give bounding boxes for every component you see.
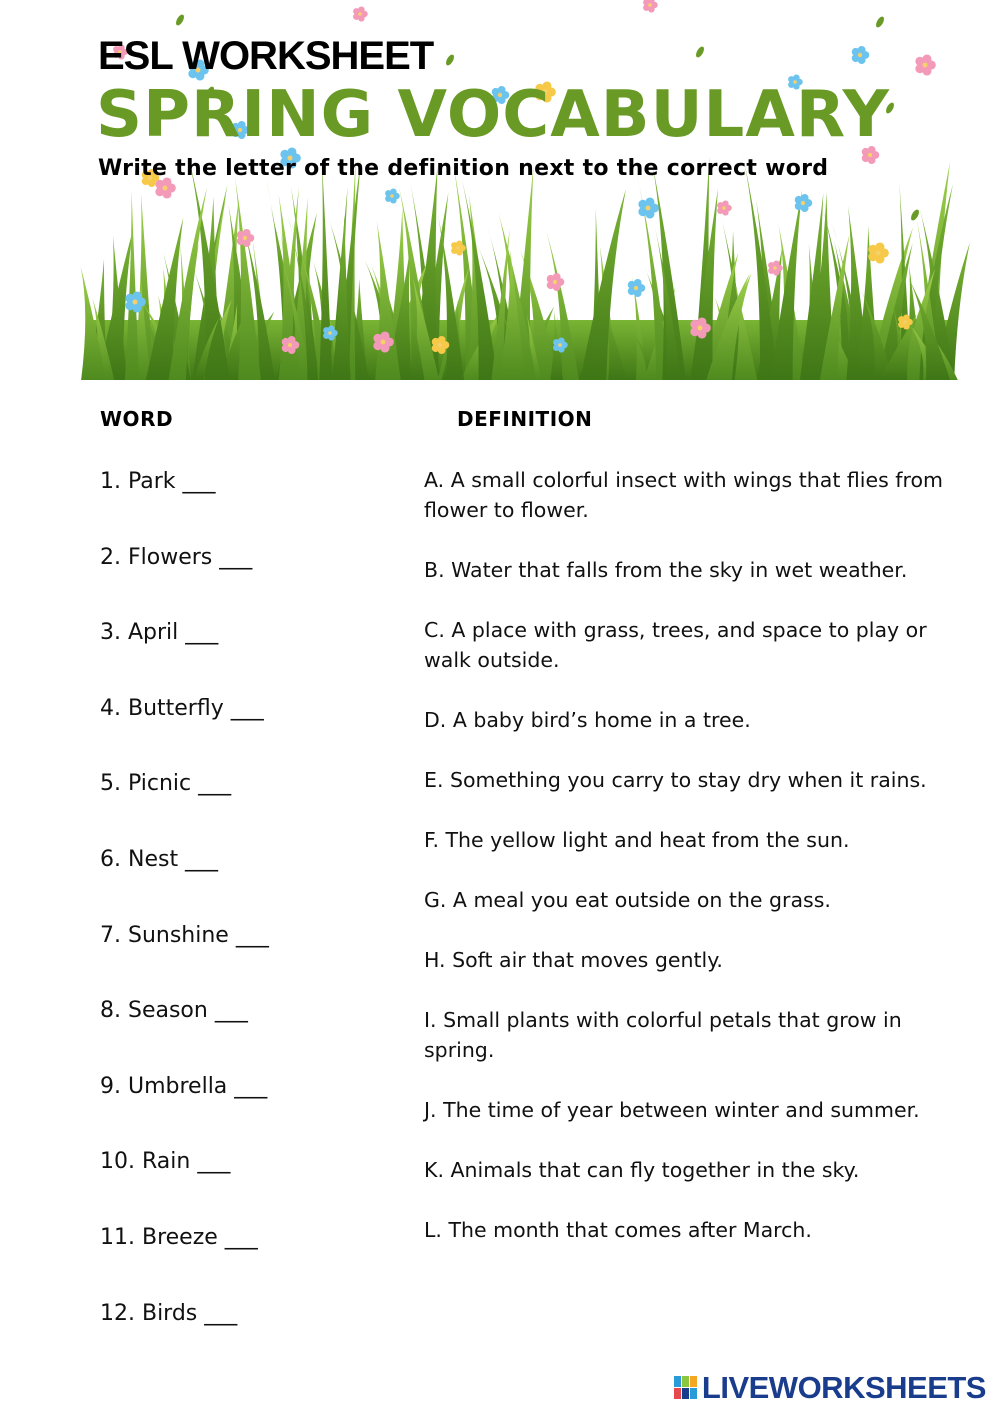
leaf-icon [909, 208, 920, 221]
page-title: SPRING VOCABULARY [96, 78, 890, 152]
word-item[interactable]: 10. Rain ___ [100, 1149, 231, 1175]
liveworksheets-logo[interactable] [674, 1370, 986, 1406]
definition-list [424, 465, 954, 1275]
definition-item: B. Water that falls from the sky in wet weather. [424, 558, 908, 582]
grass-blade [125, 190, 139, 380]
definition-item: H. Soft air that moves gently. [424, 948, 723, 972]
definition-item: E. Something you carry to stay dry when it rains. [424, 768, 927, 792]
definition-item: D. A baby bird’s home in a tree. [424, 708, 751, 732]
leaf-icon [694, 45, 705, 58]
leaf-icon [444, 53, 455, 66]
flower-icon [237, 229, 255, 247]
flower-icon [547, 273, 565, 291]
flower-icon [868, 242, 888, 263]
word-item[interactable]: 6. Nest ___ [100, 846, 219, 872]
word-item[interactable]: 3. April ___ [100, 620, 219, 646]
leaf-icon [874, 15, 885, 28]
definition-item: F. The yellow light and heat from the sun. [424, 828, 850, 852]
definition-item: I. Small plants with colorful petals that grow in spring. [424, 1008, 902, 1062]
flower-icon [795, 194, 813, 212]
leaf-icon [174, 13, 185, 26]
flower-icon [852, 46, 870, 64]
logo-mark-icon [674, 1376, 698, 1400]
word-item[interactable]: 1. Park ___ [100, 469, 216, 494]
definition-item: C. A place with grass, trees, and space to play or walk outside. [424, 618, 927, 672]
flower-icon [353, 6, 368, 21]
word-item[interactable]: 7. Sunshine ___ [100, 922, 269, 948]
definition-item: L. The month that comes after March. [424, 1218, 812, 1242]
definition-item: J. The time of year between winter and summer. [424, 1098, 920, 1122]
flower-icon [915, 54, 935, 75]
flower-icon [628, 279, 646, 297]
header-illustration [0, 0, 1000, 385]
word-item[interactable]: 5. Picnic ___ [100, 771, 232, 797]
flower-icon [717, 200, 732, 215]
definition-item: G. A meal you eat outside on the grass. [424, 888, 831, 912]
word-item[interactable]: 9. Umbrella ___ [100, 1073, 268, 1099]
logo-text: LIVEWORKSHEETS [701, 1370, 986, 1405]
flower-icon [643, 0, 658, 13]
word-item[interactable]: 8. Season ___ [100, 998, 248, 1024]
definition-item: A. A small colorful insect with wings that flies from flower to flower. [424, 468, 944, 522]
flower-icon [385, 188, 400, 203]
instructions: Write the letter of the definition next to the correct word [98, 156, 829, 181]
flower-icon [638, 197, 658, 218]
word-list [100, 465, 400, 1372]
word-item[interactable]: 4. Butterfly ___ [100, 695, 264, 721]
word-item[interactable]: 12. Birds ___ [100, 1300, 238, 1326]
grass-blade [319, 157, 332, 380]
word-column-heading: WORD [100, 407, 174, 431]
worksheet-pretitle: ESL WORKSHEET [98, 34, 434, 78]
word-item[interactable]: 2. Flowers ___ [100, 544, 253, 570]
word-item[interactable]: 11. Breeze ___ [100, 1224, 258, 1250]
definition-item: K. Animals that can fly together in the sky. [424, 1158, 860, 1182]
definition-column-heading: DEFINITION [457, 407, 593, 431]
